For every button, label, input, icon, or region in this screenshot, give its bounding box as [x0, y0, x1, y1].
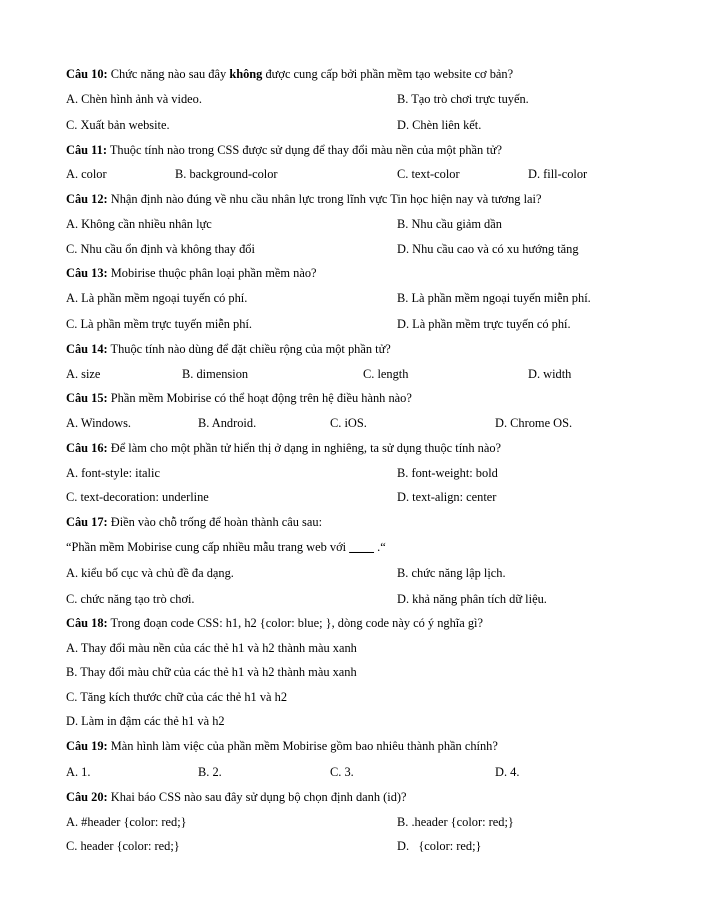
option-d: D. Làm in đậm các thẻ h1 và h2	[66, 714, 225, 728]
question-text: được cung cấp bởi phần mềm tạo website cơ bản?	[262, 67, 514, 81]
question-number: Câu 11:	[66, 143, 107, 157]
question-12	[66, 192, 541, 207]
question-15	[66, 391, 412, 406]
option-d: D. Là phần mềm trực tuyến có phí.	[397, 317, 571, 331]
option-b: B. chức năng lập lịch.	[397, 566, 506, 580]
option-a: A. font-style: italic	[66, 466, 160, 480]
question-number: Câu 17:	[66, 515, 108, 529]
quote-text: “Phần mềm Mobirise cung cấp nhiều mẫu trang web với	[66, 540, 350, 554]
option-a: A. Là phần mềm ngoại tuyến có phí.	[66, 291, 248, 305]
option-a: A. Thay đổi màu nền của các thẻ h1 và h2 thành màu xanh	[66, 641, 357, 655]
question-13	[66, 266, 317, 281]
question-text: Mobirise thuộc phân loại phần mềm nào?	[107, 266, 317, 280]
question-text: Điền vào chỗ trống để hoàn thành câu sau:	[107, 515, 323, 529]
option-d: D. Chèn liên kết.	[397, 118, 482, 132]
question-text: Nhận định nào đúng về nhu cầu nhân lực trong lĩnh vực Tin học hiện nay và tương lai?	[107, 192, 542, 206]
question-keyword: không	[229, 67, 263, 81]
option-d: D. Nhu cầu cao và có xu hướng tăng	[397, 242, 579, 256]
option-a: A. 1.	[66, 765, 91, 779]
question-11	[66, 143, 502, 158]
question-number: Câu 12:	[66, 192, 108, 206]
option-a: A. kiểu bố cục và chủ đề đa dạng.	[66, 566, 234, 580]
question-19	[66, 739, 498, 754]
option-c: C. header {color: red;}	[66, 839, 180, 853]
option-d: D. fill-color	[528, 167, 588, 181]
option-d: D. Chrome OS.	[495, 416, 573, 430]
question-number: Câu 14:	[66, 342, 108, 356]
option-a: A. Chèn hình ảnh và video.	[66, 92, 202, 106]
question-10	[66, 67, 513, 82]
option-b: B. .header {color: red;}	[397, 815, 514, 829]
question-20	[66, 790, 407, 805]
question-text: Thuộc tính nào dùng để đặt chiều rộng của một phần tử?	[107, 342, 391, 356]
option-a: A. size	[66, 367, 101, 381]
question-number: Câu 20:	[66, 790, 108, 804]
option-d: D. text-align: center	[397, 490, 497, 504]
option-c: C. text-color	[397, 167, 460, 181]
option-b: B. 2.	[198, 765, 222, 779]
question-text: Phần mềm Mobirise có thể hoạt động trên hệ điều hành nào?	[107, 391, 412, 405]
question-text: Để làm cho một phần tử hiển thị ở dạng in nghiêng, ta sử dụng thuộc tính nào?	[107, 441, 502, 455]
quote-text: .“	[374, 540, 386, 554]
question-18	[66, 616, 483, 631]
option-c: C. Nhu cầu ổn định và không thay đổi	[66, 242, 255, 256]
quoted-sentence	[66, 540, 386, 555]
option-c: C. length	[363, 367, 409, 381]
option-c: C. iOS.	[330, 416, 367, 430]
option-a: A. Windows.	[66, 416, 132, 430]
question-text: Màn hình làm việc của phần mềm Mobirise gồm bao nhiêu thành phần chính?	[107, 739, 498, 753]
fill-blank: ____	[349, 540, 374, 554]
question-text: Thuộc tính nào trong CSS được sử dụng để thay đổi màu nền của một phần tử?	[106, 143, 503, 157]
option-d: D. khả năng phân tích dữ liệu.	[397, 592, 547, 606]
question-number: Câu 15:	[66, 391, 108, 405]
option-c: C. Là phần mềm trực tuyến miễn phí.	[66, 317, 252, 331]
question-number: Câu 16:	[66, 441, 108, 455]
question-text: Khai báo CSS nào sau đây sử dụng bộ chọn định danh (id)?	[107, 790, 407, 804]
question-text: Trong đoạn code CSS: h1, h2 {color: blue; }, dòng code này có ý nghĩa gì?	[107, 616, 483, 630]
option-d: D. 4.	[495, 765, 520, 779]
question-number: Câu 10:	[66, 67, 108, 81]
option-d: D. width	[528, 367, 572, 381]
option-b: B. background-color	[175, 167, 278, 181]
option-b: B. Android.	[198, 416, 257, 430]
question-number: Câu 18:	[66, 616, 108, 630]
option-c: C. Xuất bản website.	[66, 118, 170, 132]
option-b: B. Nhu cầu giảm dần	[397, 217, 502, 231]
option-b: B. Là phần mềm ngoại tuyến miễn phí.	[397, 291, 591, 305]
question-17	[66, 515, 322, 530]
option-c: C. chức năng tạo trò chơi.	[66, 592, 195, 606]
question-number: Câu 13:	[66, 266, 108, 280]
question-14	[66, 342, 391, 357]
option-c: C. text-decoration: underline	[66, 490, 209, 504]
option-b: B. Thay đổi màu chữ của các thẻ h1 và h2 thành màu xanh	[66, 665, 357, 679]
option-b: B. font-weight: bold	[397, 466, 498, 480]
question-number: Câu 19:	[66, 739, 108, 753]
option-b: B. Tạo trò chơi trực tuyến.	[397, 92, 529, 106]
option-b: B. dimension	[182, 367, 249, 381]
question-16	[66, 441, 501, 456]
option-a: A. color	[66, 167, 107, 181]
option-a: A. Không cần nhiều nhân lực	[66, 217, 212, 231]
option-d: D. {color: red;}	[397, 839, 482, 853]
option-c: C. 3.	[330, 765, 354, 779]
option-a: A. #header {color: red;}	[66, 815, 187, 829]
question-text: Chức năng nào sau đây	[107, 67, 230, 81]
option-c: C. Tăng kích thước chữ của các thẻ h1 và h2	[66, 690, 288, 704]
